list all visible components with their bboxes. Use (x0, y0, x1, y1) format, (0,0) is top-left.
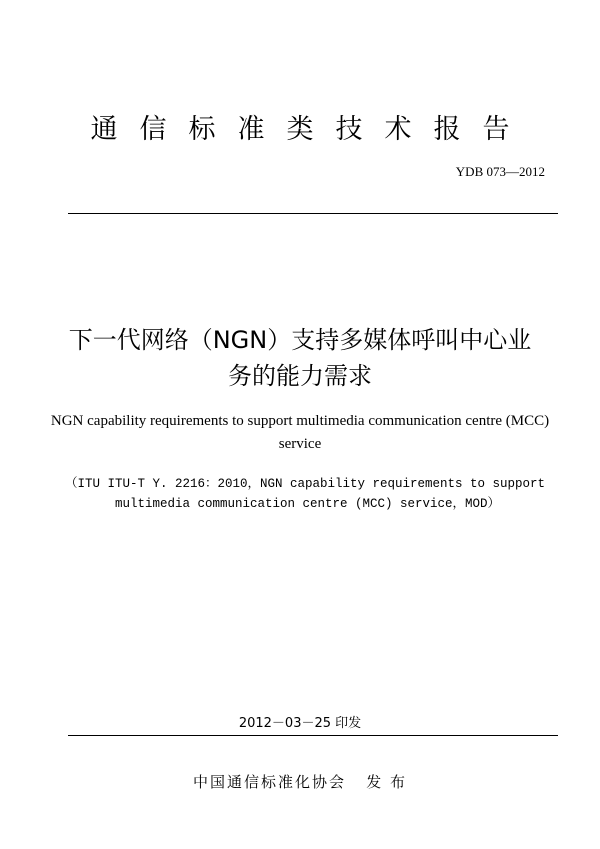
english-title-line-2: service (278, 436, 322, 452)
publisher: 中国通信标准化协会 发 布 (192, 773, 408, 791)
document-number: YDB 073—2012 (455, 164, 545, 179)
report-type-heading: 通信标准类技术报告 (90, 114, 532, 145)
top-divider (68, 213, 558, 214)
equivalence-line-1: （ITU ITU-T Y. 2216：2010，NGN capability requirements to support (64, 477, 546, 491)
english-title (40, 410, 560, 456)
issue-date: 2012－03－25 印发 (238, 716, 362, 731)
chinese-title-line-1: 下一代网络（NGN）支持多媒体呼叫中心业 (68, 326, 532, 354)
bottom-divider (68, 735, 558, 736)
chinese-title (40, 322, 560, 394)
chinese-title-line-2: 务的能力需求 (228, 362, 372, 390)
standard-equivalence-note (60, 474, 550, 514)
equivalence-line-2: multimedia communication centre (MCC) service，MOD） (115, 497, 501, 511)
english-title-line-1: NGN capability requirements to support multimedia communication centre (MCC) (50, 413, 550, 429)
